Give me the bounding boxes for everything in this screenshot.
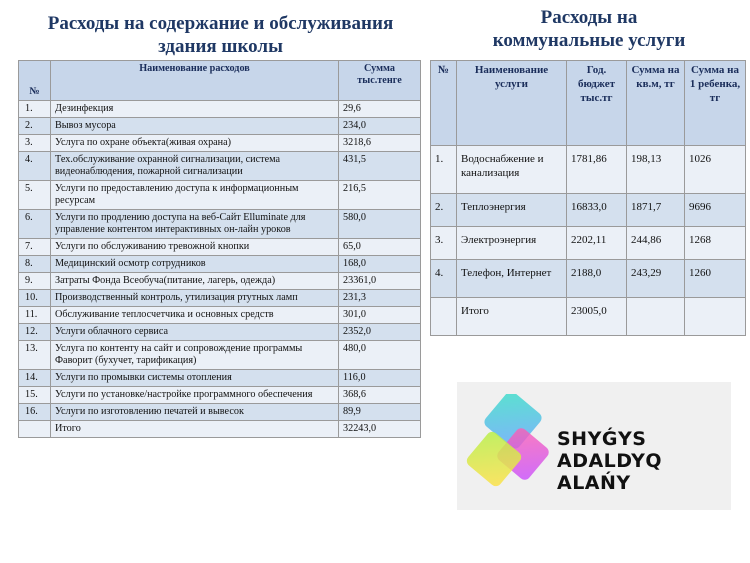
row-number: 5. (19, 181, 51, 210)
header-annual-budget: Год. бюджет тыс.тг (567, 61, 627, 146)
table-row (19, 404, 421, 421)
table-row (431, 146, 746, 194)
row-number: 2. (19, 118, 51, 135)
row-number: 7. (19, 239, 51, 256)
right-title-line1: Расходы на (540, 7, 638, 28)
row-number: 14. (19, 370, 51, 387)
table-row (431, 227, 746, 260)
row-expense-name: Услуги по промывки системы отопления (51, 370, 339, 387)
table-row (19, 210, 421, 239)
table-row (19, 370, 421, 387)
row-service-name: Итого (457, 298, 567, 336)
row-sum: 29,6 (339, 101, 421, 118)
table-row (431, 260, 746, 298)
row-sum: 301,0 (339, 307, 421, 324)
table-header-row (431, 61, 746, 146)
row-number: 3. (431, 227, 457, 260)
row-expense-name: Услуга по контенту на сайт и сопровождение программы Фаворит (бухучет, тарификация) (51, 341, 339, 370)
header-service-name: Наименование услуги (457, 61, 567, 146)
row-sum: 116,0 (339, 370, 421, 387)
row-sum: 580,0 (339, 210, 421, 239)
row-number: 8. (19, 256, 51, 273)
row-annual-budget: 23005,0 (567, 298, 627, 336)
row-expense-name: Обслуживание теплосчетчика и основных средств (51, 307, 339, 324)
row-annual-budget: 2202,11 (567, 227, 627, 260)
row-sum: 32243,0 (339, 421, 421, 438)
table-row (431, 194, 746, 227)
row-service-name: Теплоэнергия (457, 194, 567, 227)
left-title-line2: здания школы (158, 36, 283, 57)
row-expense-name: Производственный контроль, утилизация ртутных ламп (51, 290, 339, 307)
table-row (19, 239, 421, 256)
row-sum-per-sqm: 244,86 (627, 227, 685, 260)
row-number: 1. (431, 146, 457, 194)
table-row (19, 181, 421, 210)
row-expense-name: Итого (51, 421, 339, 438)
row-sum: 168,0 (339, 256, 421, 273)
row-number: 13. (19, 341, 51, 370)
row-expense-name: Медицинский осмотр сотрудников (51, 256, 339, 273)
logo-text-line2: ADALDYQ ALAŃY (557, 450, 663, 494)
table-row (19, 273, 421, 290)
row-number: 16. (19, 404, 51, 421)
table-row (19, 101, 421, 118)
table-row (19, 307, 421, 324)
left-section-title (18, 12, 423, 58)
right-title-line2: коммунальные услуги (492, 30, 686, 51)
row-number: 15. (19, 387, 51, 404)
row-expense-name: Затраты Фонда Всеобуча(питание, лагерь, одежда) (51, 273, 339, 290)
row-service-name: Водоснабжение и канализация (457, 146, 567, 194)
table-row (19, 324, 421, 341)
overlapping-gradient-squares-logo-icon (465, 394, 555, 494)
table-row (19, 290, 421, 307)
row-number: 12. (19, 324, 51, 341)
row-sum: 368,6 (339, 387, 421, 404)
header-expense-name: Наименование расходов (51, 61, 339, 101)
row-sum-per-child: 9696 (685, 194, 746, 227)
row-number: 4. (431, 260, 457, 298)
table-row (19, 256, 421, 273)
row-expense-name: Услуга по охране объекта(живая охрана) (51, 135, 339, 152)
row-number: 10. (19, 290, 51, 307)
row-sum: 480,0 (339, 341, 421, 370)
table-row (431, 298, 746, 336)
row-expense-name: Услуги по продлению доступа на веб-Сайт Elluminate для управление контентом интерактивных он-лайн уроков (51, 210, 339, 239)
row-sum-per-sqm: 1871,7 (627, 194, 685, 227)
row-sum-per-child (685, 298, 746, 336)
row-sum-per-sqm (627, 298, 685, 336)
logo-panel (457, 382, 731, 510)
row-number: 11. (19, 307, 51, 324)
row-sum-per-child: 1026 (685, 146, 746, 194)
row-sum: 431,5 (339, 152, 421, 181)
row-expense-name: Услуги по предоставлению доступа к информационным ресурсам (51, 181, 339, 210)
row-sum: 65,0 (339, 239, 421, 256)
table-row (19, 387, 421, 404)
row-expense-name: Услуги по обслуживанию тревожной кнопки (51, 239, 339, 256)
row-sum: 3218,6 (339, 135, 421, 152)
header-sum-per-sqm: Сумма на кв.м, тг (627, 61, 685, 146)
row-service-name: Электроэнергия (457, 227, 567, 260)
row-number (431, 298, 457, 336)
row-number: 1. (19, 101, 51, 118)
header-sum-per-child: Сумма на 1 ребенка, тг (685, 61, 746, 146)
utilities-expenses-table (430, 60, 746, 336)
header-number: № (431, 61, 457, 146)
logo-text-line1: SHYǴYS (557, 428, 647, 450)
row-sum-per-child: 1268 (685, 227, 746, 260)
table-row (19, 341, 421, 370)
left-title-line1: Расходы на содержание и обслуживания (47, 13, 394, 34)
row-number (19, 421, 51, 438)
row-sum: 231,3 (339, 290, 421, 307)
header-number: № (19, 61, 51, 101)
row-sum: 2352,0 (339, 324, 421, 341)
row-number: 6. (19, 210, 51, 239)
row-annual-budget: 16833,0 (567, 194, 627, 227)
row-sum: 234,0 (339, 118, 421, 135)
row-sum: 216,5 (339, 181, 421, 210)
row-sum: 23361,0 (339, 273, 421, 290)
row-expense-name: Дезинфекция (51, 101, 339, 118)
table-header-row (19, 61, 421, 101)
right-section-title (430, 6, 748, 52)
table-row (19, 135, 421, 152)
row-service-name: Телефон, Интернет (457, 260, 567, 298)
row-number: 4. (19, 152, 51, 181)
row-annual-budget: 1781,86 (567, 146, 627, 194)
row-expense-name: Услуги по изготовлению печатей и вывесок (51, 404, 339, 421)
row-sum-per-sqm: 243,29 (627, 260, 685, 298)
row-number: 9. (19, 273, 51, 290)
row-number: 3. (19, 135, 51, 152)
row-annual-budget: 2188,0 (567, 260, 627, 298)
row-sum: 89,9 (339, 404, 421, 421)
row-number: 2. (431, 194, 457, 227)
table-row (19, 421, 421, 438)
header-sum: Сумма тыс.тенге (339, 61, 421, 101)
row-expense-name: Тех.обслуживание охранной сигнализации, система видеонаблюдения, пожарной сигнализации (51, 152, 339, 181)
row-sum-per-sqm: 198,13 (627, 146, 685, 194)
maintenance-expenses-table (18, 60, 421, 438)
row-expense-name: Услуги облачного сервиса (51, 324, 339, 341)
table-row (19, 118, 421, 135)
row-expense-name: Услуги по установке/настройке программного обеспечения (51, 387, 339, 404)
row-expense-name: Вывоз мусора (51, 118, 339, 135)
table-row (19, 152, 421, 181)
row-sum-per-child: 1260 (685, 260, 746, 298)
